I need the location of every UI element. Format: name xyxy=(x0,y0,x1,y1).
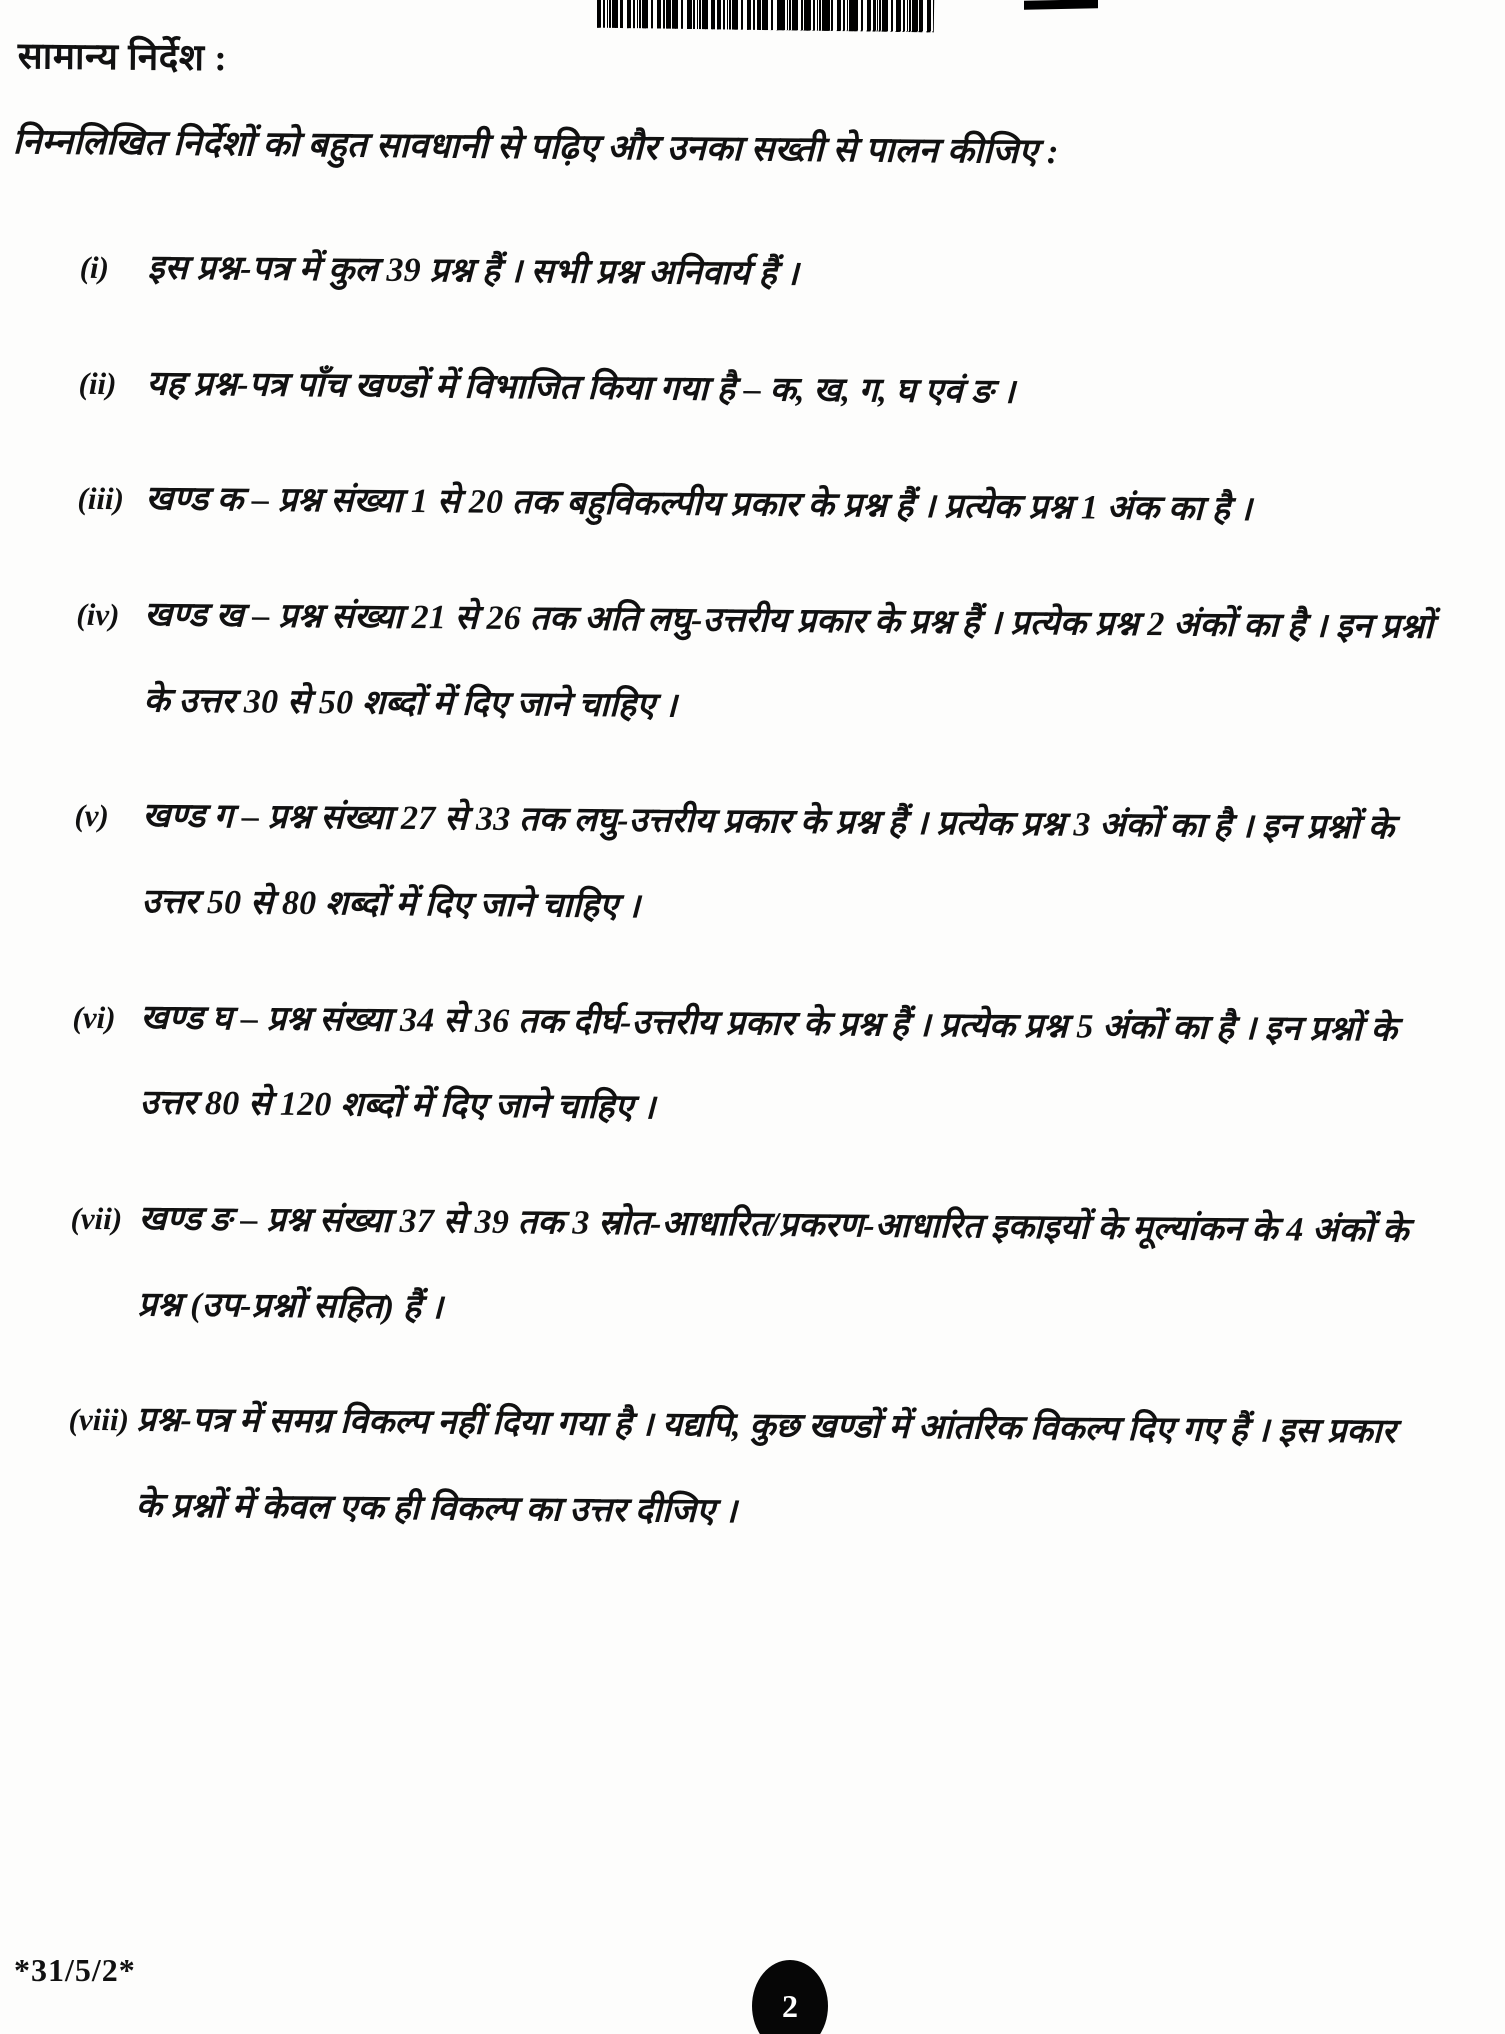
instruction-text: खण्ड ग – प्रश्न संख्या 27 से 33 तक लघु-उत्तरीय प्रकार के प्रश्न हैं । प्रत्येक प्रश्न 3 अंकों का है । इन प्रश्नों के उत्तर 50 से 80 शब्दों में दिए जाने चाहिए । xyxy=(141,797,1395,926)
instruction-text: खण्ड क – प्रश्न संख्या 1 से 20 तक बहुविकल्पीय प्रकार के प्रश्न हैं । प्रत्येक प्रश्न 1 अंक का है । xyxy=(145,480,1253,529)
instruction-text: प्रश्न-पत्र में समग्र विकल्प नहीं दिया गया है । यद्यपि, कुछ खण्डों में आंतरिक विकल्प दिए गए हैं । इस प्रकार के प्रश्नों में केवल एक ही विकल्प का उत्तर दीजिए । xyxy=(135,1401,1396,1531)
instruction-item xyxy=(71,974,1431,1158)
paper-code: *31/5/2* xyxy=(14,1952,136,1988)
instruction-text: इस प्रश्न-पत्र में कुल 39 प्रश्न हैं । सभी प्रश्न अनिवार्य हैं । xyxy=(147,249,799,293)
page-number-badge xyxy=(752,1960,828,2034)
instruction-text: खण्ड घ – प्रश्न संख्या 34 से 36 तक दीर्घ-उत्तरीय प्रकार के प्रश्न हैं । प्रत्येक प्रश्न 5 अंकों का है । इन प्रश्नों के उत्तर 80 से 120 शब्दों में दिए जाने चाहिए । xyxy=(139,999,1398,1127)
instruction-item xyxy=(78,340,1437,439)
instruction-label: (viii) xyxy=(68,1402,130,1438)
instructions-section xyxy=(0,28,1478,1592)
instruction-item xyxy=(69,1176,1429,1360)
barcode-icon xyxy=(597,0,934,32)
instruction-item xyxy=(75,572,1435,756)
instruction-text: यह प्रश्न-पत्र पाँच खण्डों में विभाजित किया गया है – क, ख, ग, घ एवं ङ । xyxy=(146,365,1016,411)
instruction-item xyxy=(79,225,1438,324)
instruction-label: (iii) xyxy=(77,481,125,517)
page-title: सामान्य निर्देश : xyxy=(17,36,228,80)
instruction-text: खण्ड ख – प्रश्न संख्या 21 से 26 तक अति लघु-उत्तरीय प्रकार के प्रश्न हैं । प्रत्येक प्रश्न 2 अंकों का है । इन प्रश्नों के उत्तर 30 से 50 शब्दों में दिए जाने चाहिए । xyxy=(143,596,1434,725)
instruction-label: (ii) xyxy=(78,365,117,401)
instruction-label: (vi) xyxy=(72,999,116,1035)
instructions-list xyxy=(0,224,1476,1562)
instruction-item xyxy=(77,456,1436,555)
instruction-label: (vii) xyxy=(70,1200,123,1237)
instruction-label: (v) xyxy=(74,798,110,834)
page-number: 2 xyxy=(782,1987,798,2024)
instructions-intro: निम्नलिखित निर्देशों को बहुत सावधानी से पढ़िए और उनका सख्ती से पालन कीजिए : xyxy=(12,122,1059,172)
instruction-label: (i) xyxy=(79,249,110,286)
instruction-item xyxy=(67,1377,1427,1561)
scan-corner-mark xyxy=(1024,0,1098,10)
instruction-label: (iv) xyxy=(76,596,120,633)
instruction-item xyxy=(73,773,1433,957)
instruction-text: खण्ड ङ – प्रश्न संख्या 37 से 39 तक 3 स्रोत-आधारित/प्रकरण-आधारित इकाइयों के मूल्यांकन के 4 अंकों के प्रश्न (उप-प्रश्नों सहित) हैं । xyxy=(137,1200,1409,1327)
